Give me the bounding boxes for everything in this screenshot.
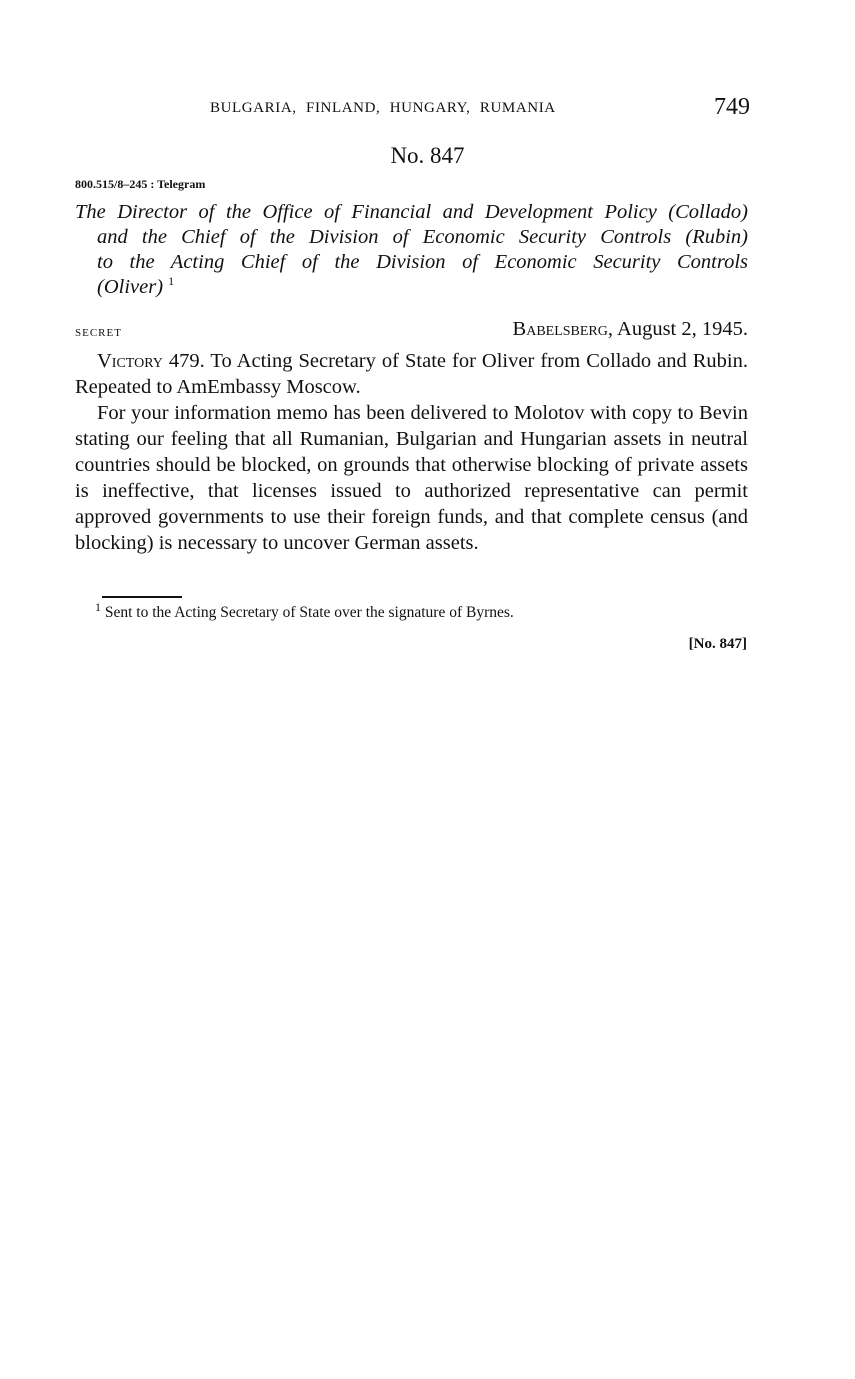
telegram-label: Victory <box>97 350 163 372</box>
footnote-text: Sent to the Acting Secretary of State over the signature of Byrnes. <box>101 604 514 621</box>
file-reference: 800.515/8–245 : Telegram <box>75 177 206 191</box>
footnote-mark: 1 <box>95 599 101 614</box>
heading-line-3: to the Acting Chief of the Division of Economic Security Controls <box>97 251 748 273</box>
document-heading <box>75 200 748 300</box>
heading-line-2: and the Chief of the Division of Economic Security Controls (Rubin) <box>97 226 748 248</box>
heading-footnote-mark: 1 <box>168 274 175 289</box>
heading-line-4-text: (Oliver) <box>97 276 164 298</box>
classification-label: secret <box>75 324 122 340</box>
document-tag: [No. 847] <box>688 636 747 652</box>
telegram-body <box>75 348 748 556</box>
footnote-rule <box>102 596 182 598</box>
place-date <box>513 318 748 341</box>
running-head: BULGARIA, FINLAND, HUNGARY, RUMANIA <box>210 100 556 116</box>
document-number: No. 847 <box>390 143 465 168</box>
page-number: 749 <box>714 94 750 120</box>
date-text: , August 2, 1945. <box>607 318 748 340</box>
heading-line-4 <box>75 275 748 300</box>
paragraph-1-text: 479. To Acting Secretary of State for Oliver from Collado and Rubin. Repeated to AmEmbassy Moscow. <box>75 350 748 398</box>
heading-line-1: The Director of the Office of Financial and Development Policy (Collado) <box>75 201 748 223</box>
place-name: Babelsberg <box>512 318 608 340</box>
footnote <box>95 599 514 622</box>
paragraph-2: For your information memo has been delivered to Molotov with copy to Bevin stating our feeling that all Rumanian, Bulgarian and Hungarian assets in neutral countries should be blocked, on grounds that otherwise blocking of private assets is ineffective, that licenses issued to authorized representative can permit approved governments to use their foreign funds, and that complete census (and blocking) is necessary to uncover German assets. <box>75 402 748 554</box>
paragraph-1 <box>75 348 748 400</box>
